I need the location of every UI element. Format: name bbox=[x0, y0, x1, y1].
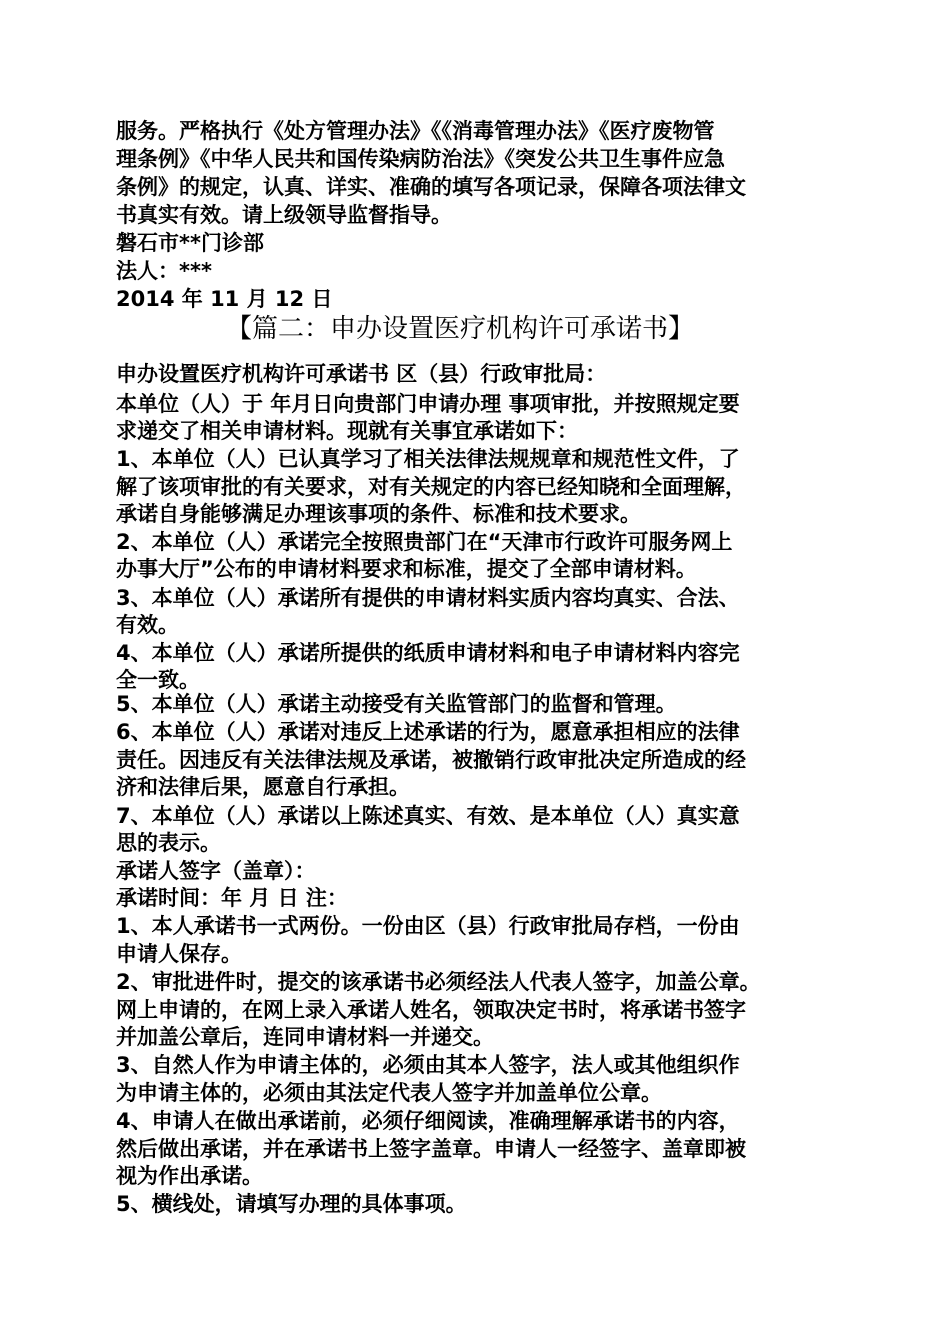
paragraph-line: 1、本单位（人）已认真学习了相关法律法规规章和规范性文件，了 bbox=[116, 447, 740, 471]
paragraph-line: 2、审批进件时，提交的该承诺书必须经法人代表人签字，加盖公章。 bbox=[116, 970, 761, 994]
paragraph-line: 3、自然人作为申请主体的，必须由其本人签字，法人或其他组织作 bbox=[116, 1053, 740, 1077]
paragraph-line: 办事大厅”公布的申请材料要求和标准，提交了全部申请材料。 bbox=[116, 557, 697, 581]
paragraph-line: 申请人保存。 bbox=[116, 942, 242, 966]
paragraph-line: 服务。严格执行《处方管理办法》《《消毒管理办法》《医疗废物管 bbox=[116, 119, 715, 143]
paragraph-line: 思的表示。 bbox=[116, 831, 221, 855]
paragraph-line: 5、横线处，请填写办理的具体事项。 bbox=[116, 1192, 467, 1216]
paragraph-line: 全一致。 bbox=[116, 668, 200, 692]
paragraph-line: 责任。因违反有关法律法规及承诺，被撤销行政审批决定所造成的经 bbox=[116, 748, 746, 772]
paragraph-line: 承诺自身能够满足办理该事项的条件、标准和技术要求。 bbox=[116, 502, 641, 526]
paragraph-line: 3、本单位（人）承诺所有提供的申请材料实质内容均真实、合法、 bbox=[116, 586, 740, 610]
paragraph-line: 本单位（人）于 年月日向贵部门申请办理 事项审批，并按照规定要 bbox=[116, 392, 740, 416]
paragraph-line: 理条例》《中华人民共和国传染病防治法》《突发公共卫生事件应急 bbox=[116, 147, 725, 171]
paragraph-line: 视为作出承诺。 bbox=[116, 1164, 263, 1188]
paragraph-line: 6、本单位（人）承诺对违反上述承诺的行为，愿意承担相应的法律 bbox=[116, 720, 740, 744]
paragraph-line: 有效。 bbox=[116, 613, 179, 637]
paragraph-line: 条例》的规定，认真、详实、准确的填写各项记录，保障各项法律文 bbox=[116, 175, 746, 199]
date-line: 2014 年 11 月 12 日 bbox=[116, 287, 333, 311]
paragraph-line: 2、本单位（人）承诺完全按照贵部门在“天津市行政许可服务网上 bbox=[116, 530, 733, 554]
paragraph-line: 1、本人承诺书一式两份。一份由区（县）行政审批局存档，一份由 bbox=[116, 914, 740, 938]
paragraph-line: 5、本单位（人）承诺主动接受有关监管部门的监督和管理。 bbox=[116, 692, 677, 716]
legal-person: 法人：*** bbox=[116, 259, 212, 283]
paragraph-line: 解了该项审批的有关要求，对有关规定的内容已经知晓和全面理解， bbox=[116, 475, 746, 499]
paragraph-line: 申办设置医疗机构许可承诺书 区（县）行政审批局： bbox=[116, 362, 607, 386]
paragraph-line: 7、本单位（人）承诺以上陈述真实、有效、是本单位（人）真实意 bbox=[116, 804, 740, 828]
paragraph-line: 并加盖公章后，连同申请材料一并递交。 bbox=[116, 1025, 494, 1049]
section-title: 【篇二：申办设置医疗机构许可承诺书】 bbox=[226, 314, 695, 344]
paragraph-line: 4、申请人在做出承诺前，必须仔细阅读，准确理解承诺书的内容， bbox=[116, 1109, 740, 1133]
paragraph-line: 网上申请的，在网上录入承诺人姓名，领取决定书时，将承诺书签字 bbox=[116, 998, 746, 1022]
paragraph-line: 求递交了相关申请材料。现就有关事宜承诺如下： bbox=[116, 419, 578, 443]
commitment-date-line: 承诺时间：年 月 日 注： bbox=[116, 886, 348, 910]
clinic-name: 磐石市**门诊部 bbox=[116, 231, 264, 255]
paragraph-line: 4、本单位（人）承诺所提供的纸质申请材料和电子申请材料内容完 bbox=[116, 641, 740, 665]
paragraph-line: 济和法律后果，愿意自行承担。 bbox=[116, 775, 410, 799]
paragraph-line: 书真实有效。请上级领导监督指导。 bbox=[116, 203, 452, 227]
paragraph-line: 然后做出承诺，并在承诺书上签字盖章。申请人一经签字、盖章即被 bbox=[116, 1137, 746, 1161]
paragraph-line: 为申请主体的，必须由其法定代表人签字并加盖单位公章。 bbox=[116, 1081, 662, 1105]
signature-line: 承诺人签字（盖章）： bbox=[116, 859, 316, 883]
